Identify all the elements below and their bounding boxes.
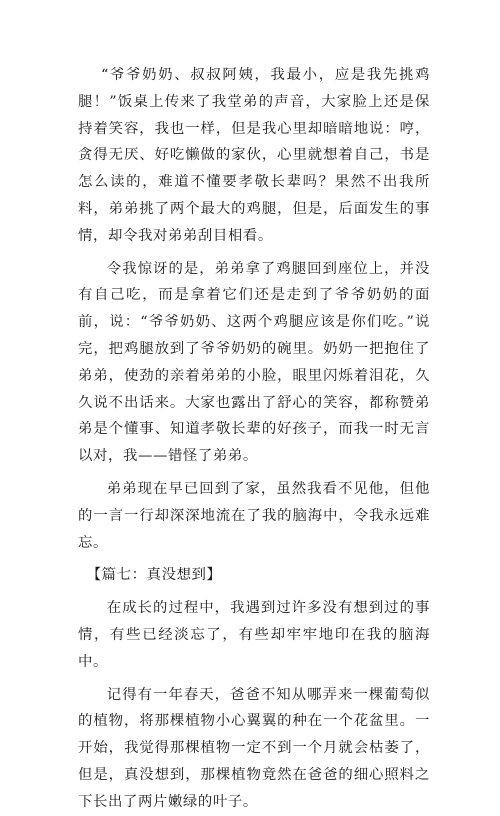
- paragraph-3: 弟弟现在早已回到了家，虽然我看不见他，但他的一言一行却深深地流在了我的脑海中，令我永远难忘。: [78, 480, 430, 551]
- section-heading: 【篇七：真没想到】: [86, 567, 222, 584]
- paragraph-1: “爷爷奶奶、叔叔阿姨，我最小，应是我先挑鸡腿！”饭桌上传来了我堂弟的声音，大家脸上还是保持着笑容，我也一样，但是我心里却暗暗地说：哼，贪得无厌、好吃懒做的家伙，心里就想着自己，书是怎么读的，难道不懂要孝敬长辈吗？果然不出我所料，弟弟挑了两个最大的鸡腿，但是，后面发生的事情，却令我对弟弟刮目相看。: [78, 67, 430, 244]
- paragraph-2: 令我惊讶的是，弟弟拿了鸡腿回到座位上，并没有自己吃，而是拿着它们还是走到了爷爷奶奶的面前，说：“爷爷奶奶、这两个鸡腿应该是你们吃。”说完，把鸡腿放到了爷爷奶奶的碗里。奶奶一把抱住了弟弟，使劲的亲着弟弟的小脸，眼里闪烁着泪花，久久说不出话来。大家也露出了舒心的笑容，都称赞弟弟是个懂事、知道孝敬长辈的好孩子，而我一时无言以对，我——错怪了弟弟。: [78, 260, 430, 465]
- paragraph-4: 在成长的过程中，我遇到过许多没有想到过的事情，有些已经淡忘了，有些却牢牢地印在我的脑海中。: [78, 600, 430, 670]
- paragraph-5: 记得有一年春天，爸爸不知从哪弄来一棵葡萄似的植物，将那棵植物小心翼翼的种在一个花盆里。一开始，我觉得那棵植物一定不到一个月就会枯萎了，但是，真没想到，那棵植物竟然在爸爸的细心照料之下长出了两片嫩绿的叶子。: [78, 686, 430, 810]
